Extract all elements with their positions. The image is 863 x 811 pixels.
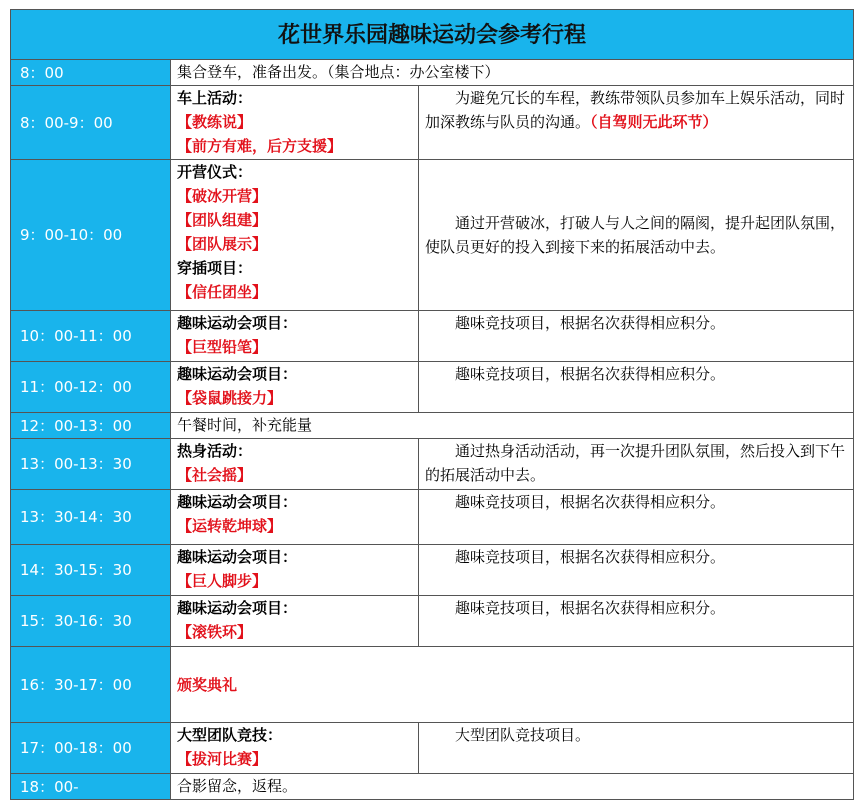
activity-label: 穿插项目： xyxy=(177,259,253,277)
activity-item: 【袋鼠跳接力】 xyxy=(177,389,283,407)
activity-item: 【运转乾坤球】 xyxy=(177,517,283,535)
activity-label: 趣味运动会项目： xyxy=(177,599,298,617)
activity-item: 【滚铁环】 xyxy=(177,623,253,641)
activity-item: 【巨型铅笔】 xyxy=(177,338,268,356)
content-cell: 午餐时间，补充能量 xyxy=(171,413,854,439)
activity-item: 【团队展示】 xyxy=(177,235,268,253)
table-row xyxy=(11,60,854,86)
description-cell: 通过热身活动活动，再一次提升团队氛围，然后投入到下午的拓展活动中去。 xyxy=(419,439,854,490)
time-cell: 8：00 xyxy=(11,60,171,86)
activity-item: 【信任团坐】 xyxy=(177,283,268,301)
activity-cell xyxy=(171,490,419,545)
time-cell: 15：30-16：30 xyxy=(11,596,171,647)
activity-item: 【团队组建】 xyxy=(177,211,268,229)
time-cell: 10：00-11：00 xyxy=(11,311,171,362)
description-cell: 大型团队竞技项目。 xyxy=(419,723,854,774)
activity-cell xyxy=(171,160,419,311)
activity-item: 【破冰开营】 xyxy=(177,187,268,205)
table-row xyxy=(11,362,854,413)
title-row xyxy=(11,10,854,60)
activity-cell xyxy=(171,596,419,647)
table-row xyxy=(11,160,854,311)
activity-item: 【前方有难，后方支援】 xyxy=(177,137,343,155)
page-title: 花世界乐园趣味运动会参考行程 xyxy=(11,10,854,60)
activity-label: 趣味运动会项目： xyxy=(177,314,298,332)
time-cell: 12：00-13：00 xyxy=(11,413,171,439)
table-row xyxy=(11,413,854,439)
activity-item: 【拔河比赛】 xyxy=(177,750,268,768)
table-row xyxy=(11,490,854,545)
time-cell: 14：30-15：30 xyxy=(11,545,171,596)
activity-label: 热身活动： xyxy=(177,442,253,460)
description-text: 为避免冗长的车程，教练带领队员参加车上娱乐活动，同时加深教练与队员的沟通。 xyxy=(425,89,846,131)
table-row xyxy=(11,647,854,723)
time-cell: 9：00-10：00 xyxy=(11,160,171,311)
description-cell: 趣味竞技项目，根据名次获得相应积分。 xyxy=(419,490,854,545)
table-row xyxy=(11,86,854,160)
table-row xyxy=(11,311,854,362)
activity-label: 大型团队竞技： xyxy=(177,726,283,744)
description-cell xyxy=(419,86,854,160)
activity-item: 【巨人脚步】 xyxy=(177,572,268,590)
activity-cell xyxy=(171,86,419,160)
description-cell: 趣味竞技项目，根据名次获得相应积分。 xyxy=(419,362,854,413)
table-row xyxy=(11,545,854,596)
activity-cell xyxy=(171,311,419,362)
table-row xyxy=(11,596,854,647)
activity-cell xyxy=(171,545,419,596)
activity-label: 趣味运动会项目： xyxy=(177,493,298,511)
activity-label: 趣味运动会项目： xyxy=(177,365,298,383)
activity-label: 开营仪式： xyxy=(177,163,253,181)
activity-cell xyxy=(171,439,419,490)
content-cell xyxy=(171,647,854,723)
activity-cell xyxy=(171,723,419,774)
time-cell: 16：30-17：00 xyxy=(11,647,171,723)
content-cell: 合影留念，返程。 xyxy=(171,774,854,800)
table-row xyxy=(11,774,854,800)
time-cell: 13：30-14：30 xyxy=(11,490,171,545)
award-ceremony-label: 颁奖典礼 xyxy=(177,675,238,694)
description-note: （自驾则无此环节） xyxy=(590,113,718,131)
time-cell: 8：00-9：00 xyxy=(11,86,171,160)
time-cell: 18：00- xyxy=(11,774,171,800)
content-cell: 集合登车，准备出发。（集合地点：办公室楼下） xyxy=(171,60,854,86)
table-row xyxy=(11,439,854,490)
itinerary-table xyxy=(10,9,854,800)
description-cell: 趣味竞技项目，根据名次获得相应积分。 xyxy=(419,545,854,596)
time-cell: 11：00-12：00 xyxy=(11,362,171,413)
time-cell: 13：00-13：30 xyxy=(11,439,171,490)
activity-item: 【教练说】 xyxy=(177,113,253,131)
description-cell: 趣味竞技项目，根据名次获得相应积分。 xyxy=(419,311,854,362)
activity-label: 趣味运动会项目： xyxy=(177,548,298,566)
time-cell: 17：00-18：00 xyxy=(11,723,171,774)
activity-cell xyxy=(171,362,419,413)
activity-item: 【社会摇】 xyxy=(177,466,253,484)
activity-label: 车上活动： xyxy=(177,89,253,107)
table-row xyxy=(11,723,854,774)
description-cell: 通过开营破冰，打破人与人之间的隔阂，提升起团队氛围，使队员更好的投入到接下来的拓展活动中去。 xyxy=(419,160,854,311)
description-cell: 趣味竞技项目，根据名次获得相应积分。 xyxy=(419,596,854,647)
